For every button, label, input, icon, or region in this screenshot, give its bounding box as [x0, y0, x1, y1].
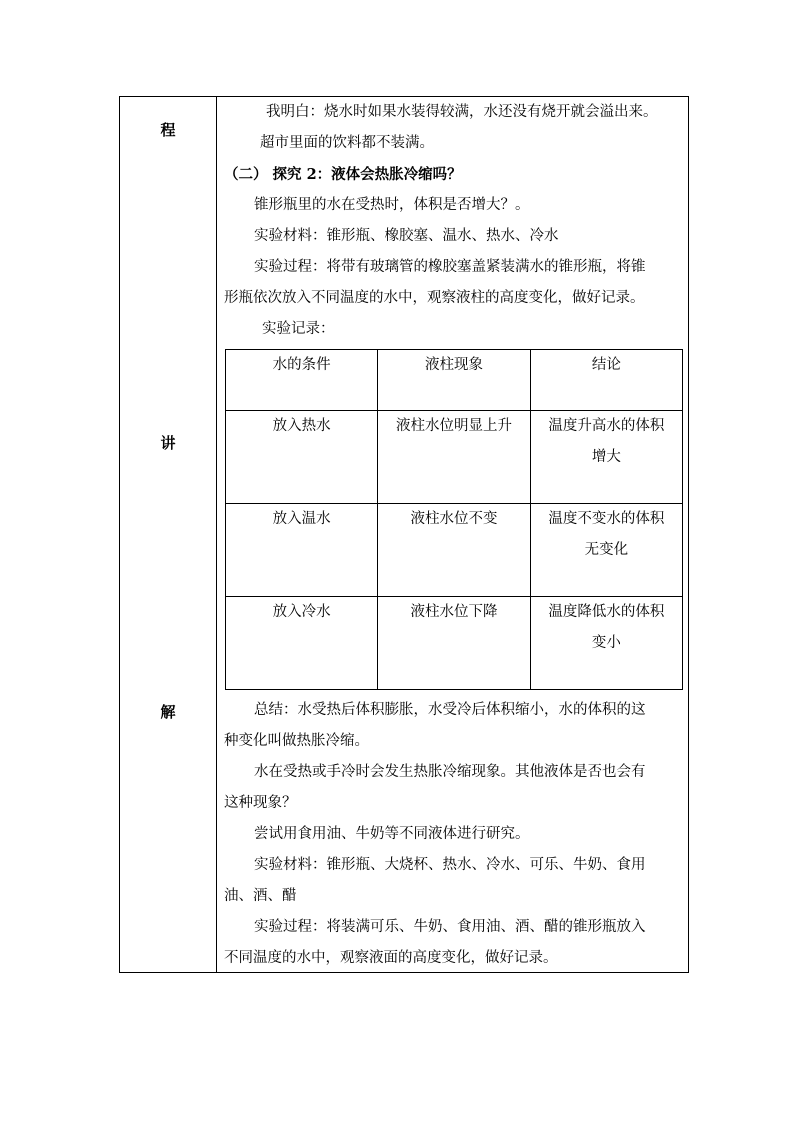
- conclusion-line: 变小: [591, 635, 621, 651]
- table-cell: 放入热水: [226, 411, 378, 504]
- paragraph-question: 锥形瓶里的水在受热时，体积是否增大？。: [254, 197, 530, 213]
- paragraph-other-line2: 这种现象？: [224, 795, 297, 811]
- record-table: [225, 349, 683, 690]
- table-cell: 液柱水位明显上升: [378, 411, 530, 504]
- side-label-cheng: 程: [160, 121, 176, 139]
- left-label-column: [120, 97, 217, 972]
- conclusion-line: 增大: [591, 449, 621, 465]
- table-cell: 液柱水位下降: [378, 597, 530, 690]
- side-label-jiang: 讲: [160, 434, 176, 452]
- table-cell: 放入冷水: [226, 597, 378, 690]
- paragraph-materials2-line1: 实验材料：锥形瓶、大烧杯、热水、冷水、可乐、牛奶、食用: [254, 857, 646, 873]
- table-header-cell: 液柱现象: [378, 350, 530, 411]
- table-header-cell: 结论: [530, 350, 682, 411]
- paragraph-summary-line1: 总结：水受热后体积膨胀，水受冷后体积缩小，水的体积的这: [254, 702, 646, 718]
- conclusion-line: 无变化: [584, 542, 629, 558]
- paragraph-process-line2: 形瓶依次放入不同温度的水中，观察液柱的高度变化，做好记录。: [224, 290, 645, 306]
- content-column: [224, 97, 686, 345]
- paragraph-materials: 实验材料：锥形瓶、橡胶塞、温水、热水、冷水: [254, 228, 559, 244]
- paragraph-summary-line2: 种变化叫做热胀冷缩。: [224, 733, 369, 749]
- table-cell: [530, 504, 682, 597]
- paragraph-materials2-line2: 油、酒、醋: [224, 888, 297, 904]
- conclusion-line: 温度升高水的体积: [548, 418, 665, 434]
- conclusion-line: 温度降低水的体积: [548, 604, 665, 620]
- table-cell: 液柱水位不变: [378, 504, 530, 597]
- paragraph-process-line1: 实验过程：将带有玻璃管的橡胶塞盖紧装满水的锥形瓶，将锥: [254, 259, 646, 275]
- paragraph-process2-line2: 不同温度的水中，观察液面的高度变化，做好记录。: [224, 950, 558, 966]
- table-row: [226, 411, 683, 504]
- table-header-row: [226, 350, 683, 411]
- paragraph-understand: 我明白：烧水时如果水装得较满，水还没有烧开就会溢出来。: [266, 104, 658, 120]
- lesson-table: [119, 96, 689, 973]
- paragraph-record-label: 实验记录：: [262, 321, 335, 337]
- paragraph-supermarket: 超市里面的饮料都不装满。: [260, 135, 434, 151]
- side-label-jie: 解: [160, 703, 176, 721]
- table-cell: [530, 597, 682, 690]
- paragraph-try: 尝试用食用油、牛奶等不同液体进行研究。: [254, 826, 530, 842]
- paragraph-process2-line1: 实验过程：将装满可乐、牛奶、食用油、酒、醋的锥形瓶放入: [254, 919, 646, 935]
- section-heading: （二） 探究 2：液体会热胀冷缩吗？: [224, 166, 462, 183]
- table-row: [226, 504, 683, 597]
- paragraph-other-line1: 水在受热或手冷时会发生热胀冷缩现象。其他液体是否也会有: [254, 764, 646, 780]
- table-cell: 放入温水: [226, 504, 378, 597]
- table-header-cell: 水的条件: [226, 350, 378, 411]
- conclusion-line: 温度不变水的体积: [548, 511, 665, 527]
- table-row: [226, 597, 683, 690]
- content-below-table: [224, 695, 686, 974]
- table-cell: [530, 411, 682, 504]
